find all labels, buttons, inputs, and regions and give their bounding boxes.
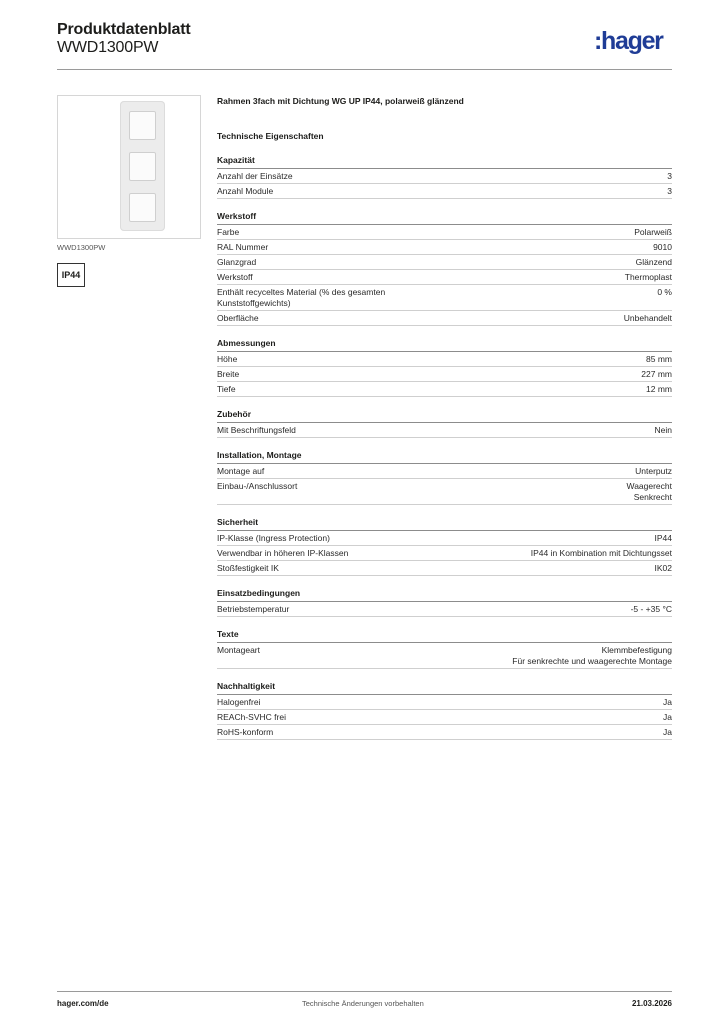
spec-row (217, 240, 672, 255)
spec-label: Glanzgrad (217, 257, 257, 267)
spec-value: Polarweiß (634, 227, 672, 237)
spec-value: Glänzend (635, 257, 672, 267)
spec-value: Klemmbefestigung Für senkrechte und waagerechte Montage (512, 645, 672, 666)
frame-opening (129, 152, 156, 181)
spec-label: RAL Nummer (217, 242, 269, 252)
spec-label: Mit Beschriftungsfeld (217, 425, 296, 435)
spec-row (217, 464, 672, 479)
footer-date: 21.03.2026 (631, 999, 672, 1008)
spec-value: Unbehandelt (623, 313, 672, 323)
spec-label: Betriebstemperatur (217, 604, 290, 614)
spec-row (217, 311, 672, 326)
spec-row (217, 367, 672, 382)
spec-group (217, 587, 672, 617)
spec-group (217, 408, 672, 438)
frame-opening (129, 111, 156, 140)
product-name: Rahmen 3fach mit Dichtung WG UP IP44, polarweiß glänzend (217, 96, 464, 106)
footer-divider (57, 991, 672, 992)
spec-group (217, 449, 672, 505)
spec-value: 85 mm (646, 354, 672, 364)
spec-label: Höhe (217, 354, 238, 364)
spec-value: IK02 (654, 563, 672, 573)
spec-row (217, 225, 672, 240)
spec-row (217, 423, 672, 438)
spec-value: IP44 in Kombination mit Dichtungsset (530, 548, 672, 558)
spec-value: Ja (663, 712, 672, 722)
spec-label: Werkstoff (217, 272, 253, 282)
spec-row (217, 270, 672, 285)
spec-row (217, 561, 672, 576)
frame-opening (129, 193, 156, 222)
spec-value: 3 (667, 171, 672, 181)
spec-value: Ja (663, 727, 672, 737)
spec-label: Verwendbar in höheren IP-Klassen (217, 548, 349, 558)
spec-group (217, 210, 672, 326)
spec-value: Unterputz (635, 466, 672, 476)
image-caption: WWD1300PW (57, 243, 106, 252)
spec-group-title: Einsatzbedingungen (217, 587, 672, 602)
spec-group-title: Abmessungen (217, 337, 672, 352)
spec-label: Tiefe (217, 384, 236, 394)
spec-value: 3 (667, 186, 672, 196)
ip-rating-badge: IP44 (57, 263, 85, 287)
spec-value: 9010 (653, 242, 672, 252)
spec-group (217, 628, 672, 669)
spec-label: IP-Klasse (Ingress Protection) (217, 533, 330, 543)
product-image (57, 95, 201, 239)
spec-row (217, 479, 672, 505)
spec-row (217, 285, 672, 311)
spec-row (217, 725, 672, 740)
page-title: Produktdatenblatt (57, 21, 191, 38)
spec-group-title: Nachhaltigkeit (217, 680, 672, 695)
spec-label: Montageart (217, 645, 260, 655)
section-heading: Technische Eigenschaften (217, 131, 324, 141)
spec-value: Waagerecht Senkrecht (626, 481, 672, 502)
spec-row (217, 546, 672, 561)
spec-value: -5 - +35 °C (630, 604, 672, 614)
spec-value: Ja (663, 697, 672, 707)
spec-value: Nein (654, 425, 672, 435)
spec-group-title: Installation, Montage (217, 449, 672, 464)
spec-label: Einbau-/Anschlussort (217, 481, 298, 491)
header-divider (57, 69, 672, 70)
spec-value: 227 mm (641, 369, 672, 379)
spec-label: RoHS-konform (217, 727, 274, 737)
spec-group-title: Texte (217, 628, 672, 643)
spec-group-title: Zubehör (217, 408, 672, 423)
spec-row (217, 602, 672, 617)
spec-row (217, 169, 672, 184)
spec-label: Stoßfestigkeit IK (217, 563, 279, 573)
product-number: WWD1300PW (57, 39, 159, 56)
spec-row (217, 255, 672, 270)
spec-label: Anzahl der Einsätze (217, 171, 293, 181)
frame-illustration (120, 101, 165, 231)
spec-group (217, 154, 672, 199)
spec-label: Oberfläche (217, 313, 259, 323)
spec-value: IP44 (654, 533, 672, 543)
specifications (217, 95, 672, 751)
spec-group (217, 680, 672, 740)
spec-group (217, 516, 672, 576)
spec-row (217, 531, 672, 546)
spec-label: Montage auf (217, 466, 265, 476)
spec-groups (217, 154, 672, 740)
spec-value: Thermoplast (624, 272, 672, 282)
spec-row (217, 382, 672, 397)
spec-group-title: Kapazität (217, 154, 672, 169)
spec-label: Halogenfrei (217, 697, 261, 707)
spec-label: Anzahl Module (217, 186, 274, 196)
spec-row (217, 643, 672, 669)
spec-label: REACh-SVHC frei (217, 712, 286, 722)
spec-row (217, 184, 672, 199)
hager-logo: :hager (594, 27, 663, 55)
spec-group (217, 337, 672, 397)
spec-row (217, 352, 672, 367)
footer-website: hager.com/de (57, 999, 109, 1008)
spec-row (217, 695, 672, 710)
spec-label: Breite (217, 369, 240, 379)
spec-label: Farbe (217, 227, 240, 237)
spec-row (217, 710, 672, 725)
spec-group-title: Sicherheit (217, 516, 672, 531)
spec-label: Enthält recyceltes Material (% des gesamten Kunststoffgewichts) (217, 287, 386, 308)
spec-group-title: Werkstoff (217, 210, 672, 225)
spec-value: 12 mm (646, 384, 672, 394)
spec-value: 0 % (657, 287, 672, 297)
footer-disclaimer: Technische Änderungen vorbehalten (302, 999, 424, 1008)
